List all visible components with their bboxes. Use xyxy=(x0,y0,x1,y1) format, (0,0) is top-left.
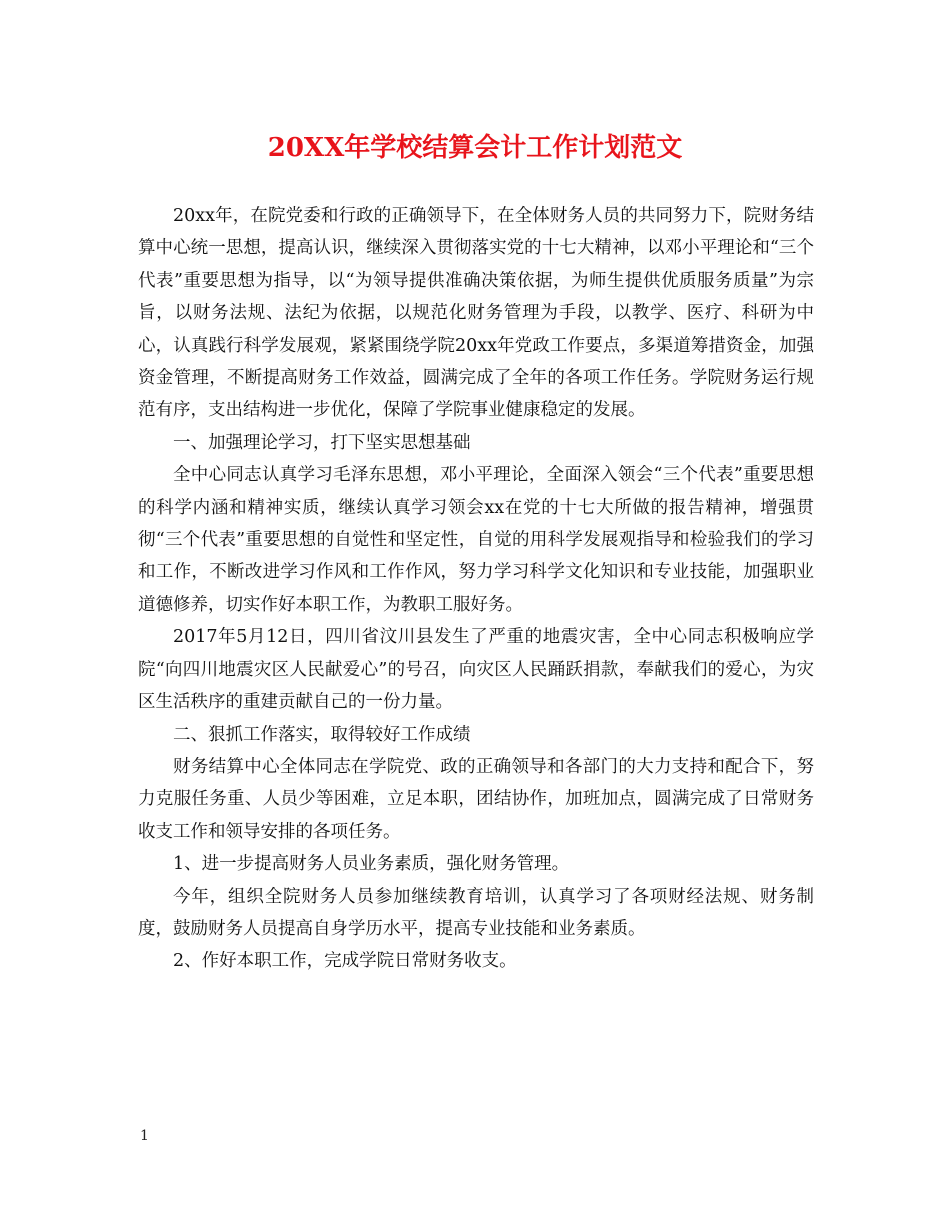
paragraph-earthquake: 2017年5月12日，四川省汶川县发生了严重的地震灾害，全中心同志积极响应学院“向四川地震灾区人民献爱心”的号召，向灾区人民踊跃捐款，奉献我们的爱心，为灾区生活秩序的重建贡献自己的一份力量。 xyxy=(138,627,814,713)
paragraph-work-results: 财务结算中心全体同志在学院党、政的正确领导和各部门的大力支持和配合下，努力克服任务重、人员少等困难，立足本职，团结协作，加班加点，圆满完成了日常财务收支工作和领导安排的各项任务。 xyxy=(138,756,814,842)
section-heading-2: 二、狠抓工作落实，取得较好工作成绩 xyxy=(173,724,471,745)
paragraph-intro: 20xx年，在院党委和行政的正确领导下，在全体财务人员的共同努力下，院财务结算中心统一思想，提高认识，继续深入贯彻落实党的十七大精神，以邓小平理论和“三个代表”重要思想为指导，以“为领导提供准确决策依据，为师生提供优质服务质量”为宗旨，以财务法规、法纪为依据，以规范化财务管理为手段，以教学、医疗、科研为中心，认真践行科学发展观，紧紧围绕学院20xx年党政工作要点，多渠道筹措资金，加强资金管理，不断提高财务工作效益，圆满完成了全年的各项工作任务。学院财务运行规范有序，支出结构进一步优化，保障了学院事业健康稳定的发展。 xyxy=(138,206,814,421)
paragraph-theory-study: 全中心同志认真学习毛泽东思想，邓小平理论，全面深入领会“三个代表”重要思想的科学内涵和精神实质，继续认真学习领会xx在党的十七大所做的报告精神，增强贯彻“三个代表”重要思想的自觉性和坚定性，自觉的用科学发展观指导和检验我们的学习和工作，不断改进学习作风和工作作风，努力学习科学文化知识和专业技能，加强职业道德修养，切实作好本职工作，为教职工服好务。 xyxy=(138,465,814,615)
section-heading-1: 一、加强理论学习，打下坚实思想基础 xyxy=(173,432,471,453)
page-number: 1 xyxy=(140,1128,149,1144)
document-body xyxy=(138,200,814,978)
paragraph-training: 今年，组织全院财务人员参加继续教育培训，认真学习了各项财经法规、财务制度，鼓励财务人员提高自身学历水平，提高专业技能和业务素质。 xyxy=(138,886,814,939)
document-title: 20XX年学校结算会计工作计划范文 xyxy=(267,133,683,163)
subsection-heading-2: 2、作好本职工作，完成学院日常财务收支。 xyxy=(173,951,517,972)
subsection-heading-1: 1、进一步提高财务人员业务素质，强化财务管理。 xyxy=(173,854,570,875)
